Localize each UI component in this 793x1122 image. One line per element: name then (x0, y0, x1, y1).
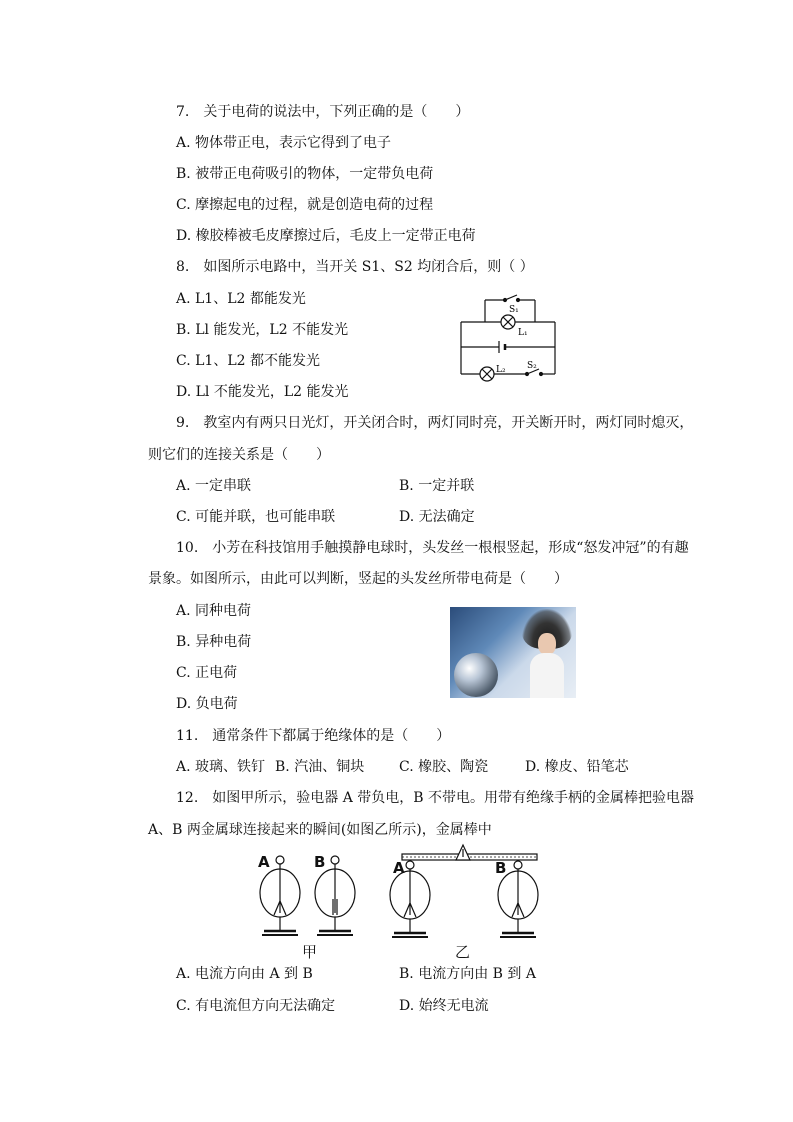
q12-stem-line2: A、B 两金属球连接起来的瞬间(如图乙所示)，金属棒中 (148, 822, 492, 838)
q12-caption-yi: 乙 (455, 943, 471, 961)
q12-label-a2: A (393, 859, 405, 877)
q8-l1-label: L₁ (518, 328, 528, 338)
q12-option-d: D. 始终无电流 (399, 998, 489, 1014)
q12-label-a: A (258, 853, 270, 871)
q8-option-c: C. L1、L2 都不能发光 (176, 353, 320, 369)
q10-stem-line1: 10. 小芳在科技馆用手触摸静电球时，头发丝一根根竖起，形成“怒发冲冠”的有趣 (176, 540, 689, 556)
q12-option-b: B. 电流方向由 B 到 A (399, 966, 536, 982)
q8-stem: 8. 如图所示电路中，当开关 S1、S2 均闭合后，则（ ） (176, 259, 534, 275)
q11-option-d: D. 橡皮、铅笔芯 (525, 759, 629, 775)
q12-label-b: B (314, 853, 326, 871)
q9-option-c: C. 可能并联，也可能串联 (176, 509, 336, 525)
static-electricity-photo (450, 607, 576, 698)
q10-option-b: B. 异种电荷 (176, 634, 252, 650)
q9-stem-line1: 9. 教室内有两只日光灯，开关闭合时，两灯同时亮，开关断开时，两灯同时熄灭， (176, 415, 694, 431)
q8-option-a: A. L1、L2 都能发光 (176, 291, 306, 307)
q10-stem-line2: 景象。如图所示，由此可以判断，竖起的头发丝所带电荷是（ ） (148, 571, 568, 587)
q12-option-a: A. 电流方向由 A 到 B (176, 966, 313, 982)
q10-option-d: D. 负电荷 (176, 696, 238, 712)
q7-option-c: C. 摩擦起电的过程，就是创造电荷的过程 (176, 197, 434, 213)
q8-option-b: B. Ll 能发光，L2 不能发光 (176, 322, 349, 338)
q11-stem: 11. 通常条件下都属于绝缘体的是（ ） (176, 728, 451, 744)
q11-option-a: A. 玻璃、铁钉 (176, 759, 266, 775)
q8-s2-label: S₂ (527, 361, 537, 371)
q11-option-c: C. 橡胶、陶瓷 (399, 759, 489, 775)
q12-electroscope-diagram (250, 843, 540, 961)
q10-option-a: A. 同种电荷 (176, 603, 252, 619)
q12-stem-line1: 12. 如图甲所示，验电器 A 带负电，B 不带电。用带有绝缘手柄的金属棒把验电器 (176, 790, 695, 806)
q12-label-b2: B (495, 859, 507, 877)
q7-option-a: A. 物体带正电，表示它得到了电子 (176, 135, 392, 151)
q8-l2-label: L₂ (496, 365, 506, 375)
q7-option-d: D. 橡胶棒被毛皮摩擦过后，毛皮上一定带正电荷 (176, 228, 476, 244)
q7-stem: 7. 关于电荷的说法中，下列正确的是（ ） (176, 104, 470, 120)
q8-circuit-diagram (455, 292, 565, 382)
q12-caption-jia: 甲 (302, 943, 318, 961)
q8-option-d: D. Ll 不能发光，L2 能发光 (176, 384, 349, 400)
q9-stem-line2: 则它们的连接关系是（ ） (148, 447, 330, 463)
q10-option-c: C. 正电荷 (176, 665, 238, 681)
q7-option-b: B. 被带正电荷吸引的物体，一定带负电荷 (176, 166, 434, 182)
q12-option-c: C. 有电流但方向无法确定 (176, 998, 336, 1014)
q9-option-a: A. 一定串联 (176, 478, 252, 494)
q8-s1-label: S₁ (509, 305, 519, 315)
q9-option-d: D. 无法确定 (399, 509, 475, 525)
q11-option-b: B. 汽油、铜块 (275, 759, 365, 775)
q9-option-b: B. 一定并联 (399, 478, 475, 494)
